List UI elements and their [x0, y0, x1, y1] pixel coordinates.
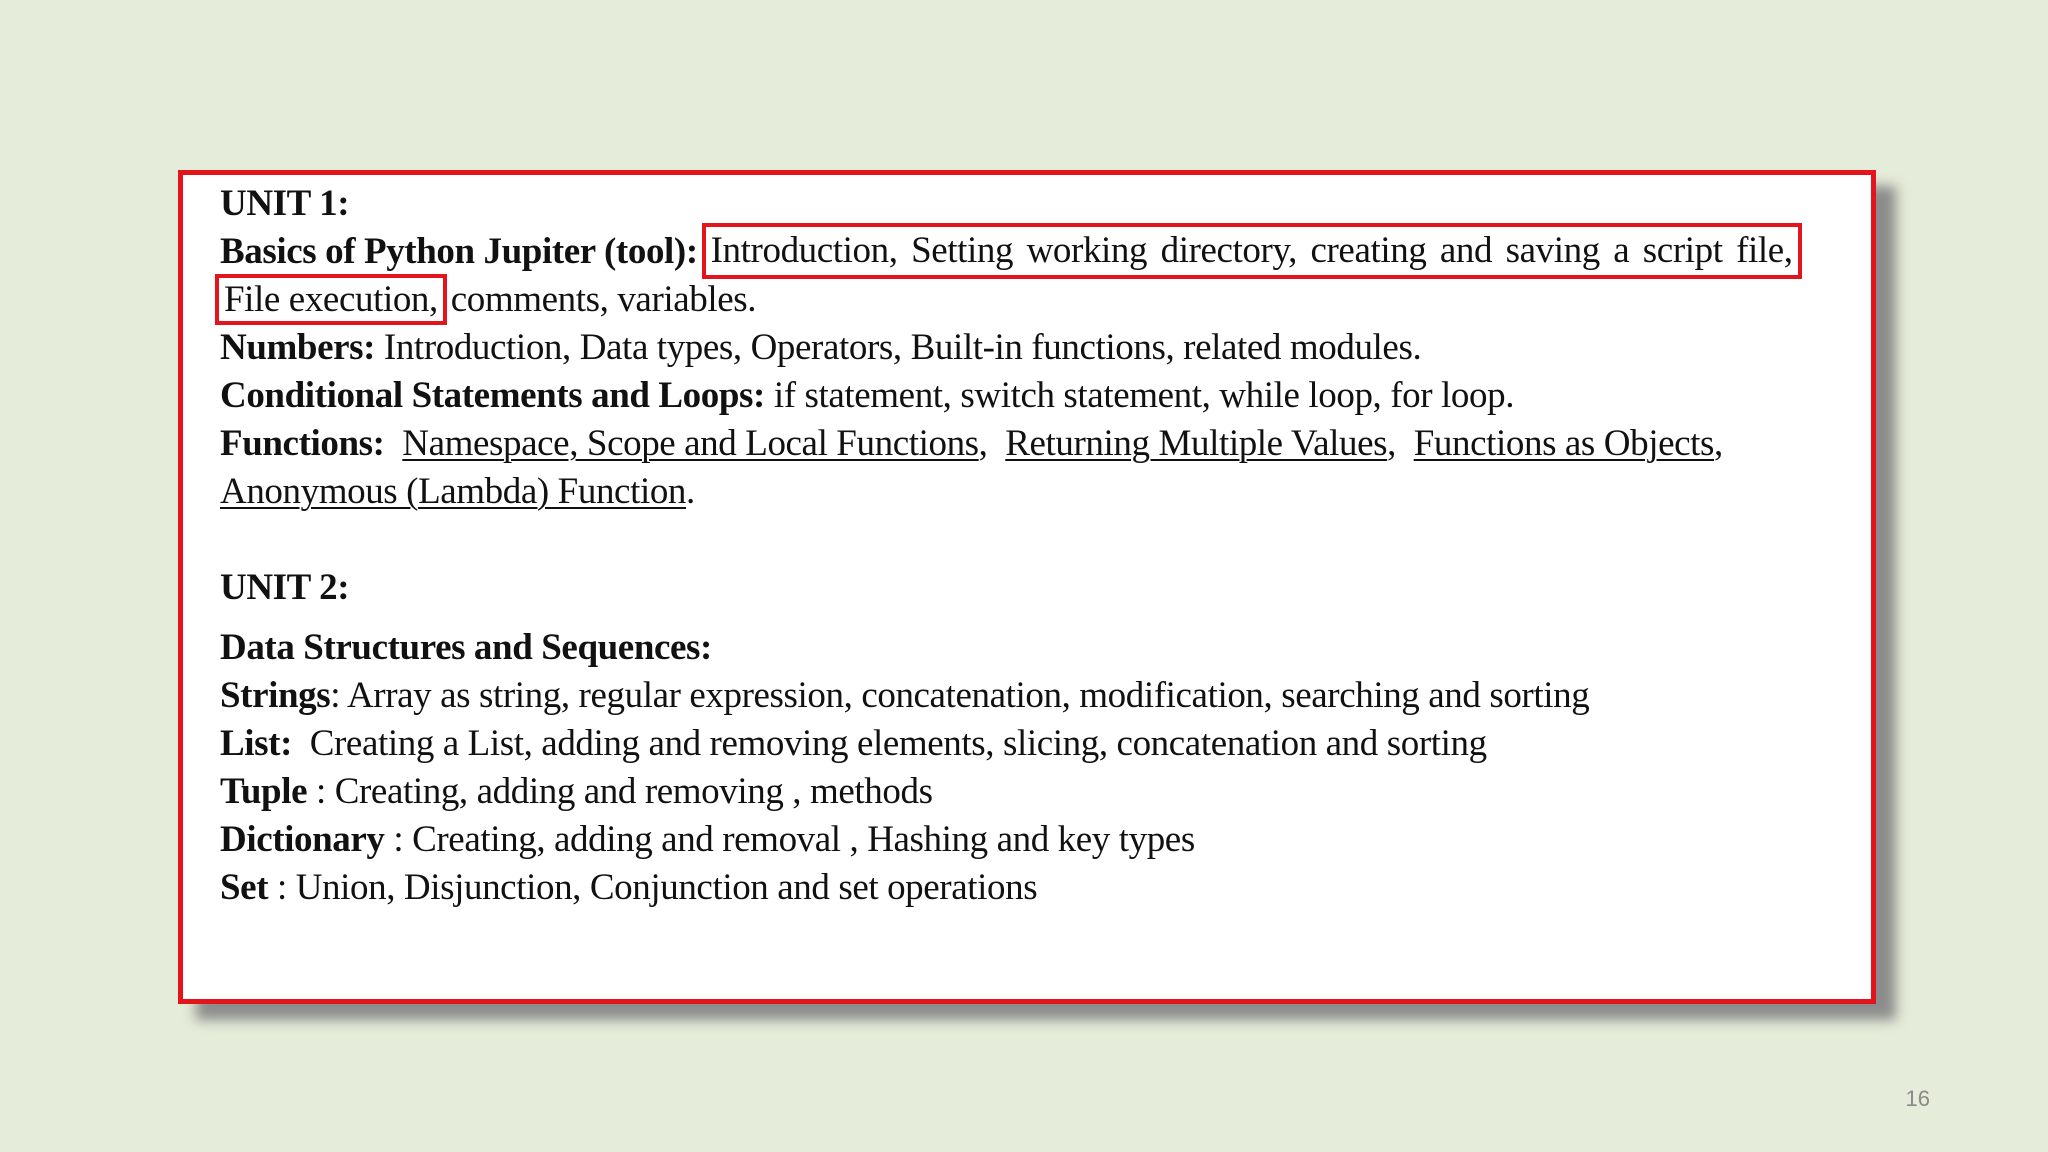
set-line	[220, 864, 1860, 912]
page-number: 16	[1905, 1086, 1930, 1111]
functions-item-objects: Functions as Objects	[1413, 423, 1715, 464]
basics-highlight-2: File execution,	[220, 279, 442, 320]
unit2-heading: UNIT 2:	[220, 567, 350, 608]
strings-line	[220, 672, 1860, 720]
numbers-label: Numbers:	[220, 327, 376, 368]
functions-item-namespace: Namespace, Scope and Local Functions	[402, 423, 979, 464]
basics-line	[220, 228, 1860, 276]
list-line	[220, 720, 1860, 768]
tuple-line	[220, 768, 1860, 816]
unit2-subheading: Data Structures and Sequences:	[220, 627, 712, 668]
list-label: List:	[220, 723, 293, 764]
dictionary-label: Dictionary	[220, 819, 385, 860]
numbers-line	[220, 324, 1860, 372]
conditionals-text: if statement, switch statement, while loop, for loop.	[764, 375, 1515, 416]
unit1-heading: UNIT 1:	[220, 183, 350, 224]
strings-text: : Array as string, regular expression, concatenation, modification, searching and sorting	[330, 675, 1590, 716]
set-text: : Union, Disjunction, Conjunction and set operations	[268, 867, 1038, 908]
tuple-label: Tuple	[220, 771, 308, 812]
basics-line-2	[220, 276, 1860, 324]
basics-rest: comments, variables.	[441, 279, 757, 320]
list-text: Creating a List, adding and removing elements, slicing, concatenation and sorting	[292, 723, 1487, 764]
numbers-text: Introduction, Data types, Operators, Built-in functions, related modules.	[375, 327, 1422, 368]
conditionals-label: Conditional Statements and Loops:	[220, 375, 765, 416]
dictionary-text: : Creating, adding and removal , Hashing and key types	[384, 819, 1195, 860]
functions-line-2: Anonymous (Lambda) Function.	[220, 471, 695, 512]
functions-label: Functions:	[220, 423, 385, 464]
set-label: Set	[220, 867, 269, 908]
functions-item-lambda: Anonymous (Lambda) Function	[220, 471, 687, 512]
syllabus-content	[220, 180, 1860, 912]
tuple-text: : Creating, adding and removing , methods	[307, 771, 933, 812]
functions-item-returning: Returning Multiple Values	[1005, 423, 1388, 464]
conditionals-line	[220, 372, 1860, 420]
basics-highlight-1: Introduction, Setting working directory, creating and saving a script file,	[707, 228, 1797, 274]
dictionary-line	[220, 816, 1860, 864]
strings-label: Strings	[220, 675, 331, 716]
basics-label: Basics of Python Jupiter (tool):	[220, 231, 698, 272]
functions-line: Functions: Namespace, Scope and Local Functions, Returning Multiple Values, Functions as Objects,	[220, 423, 1723, 464]
